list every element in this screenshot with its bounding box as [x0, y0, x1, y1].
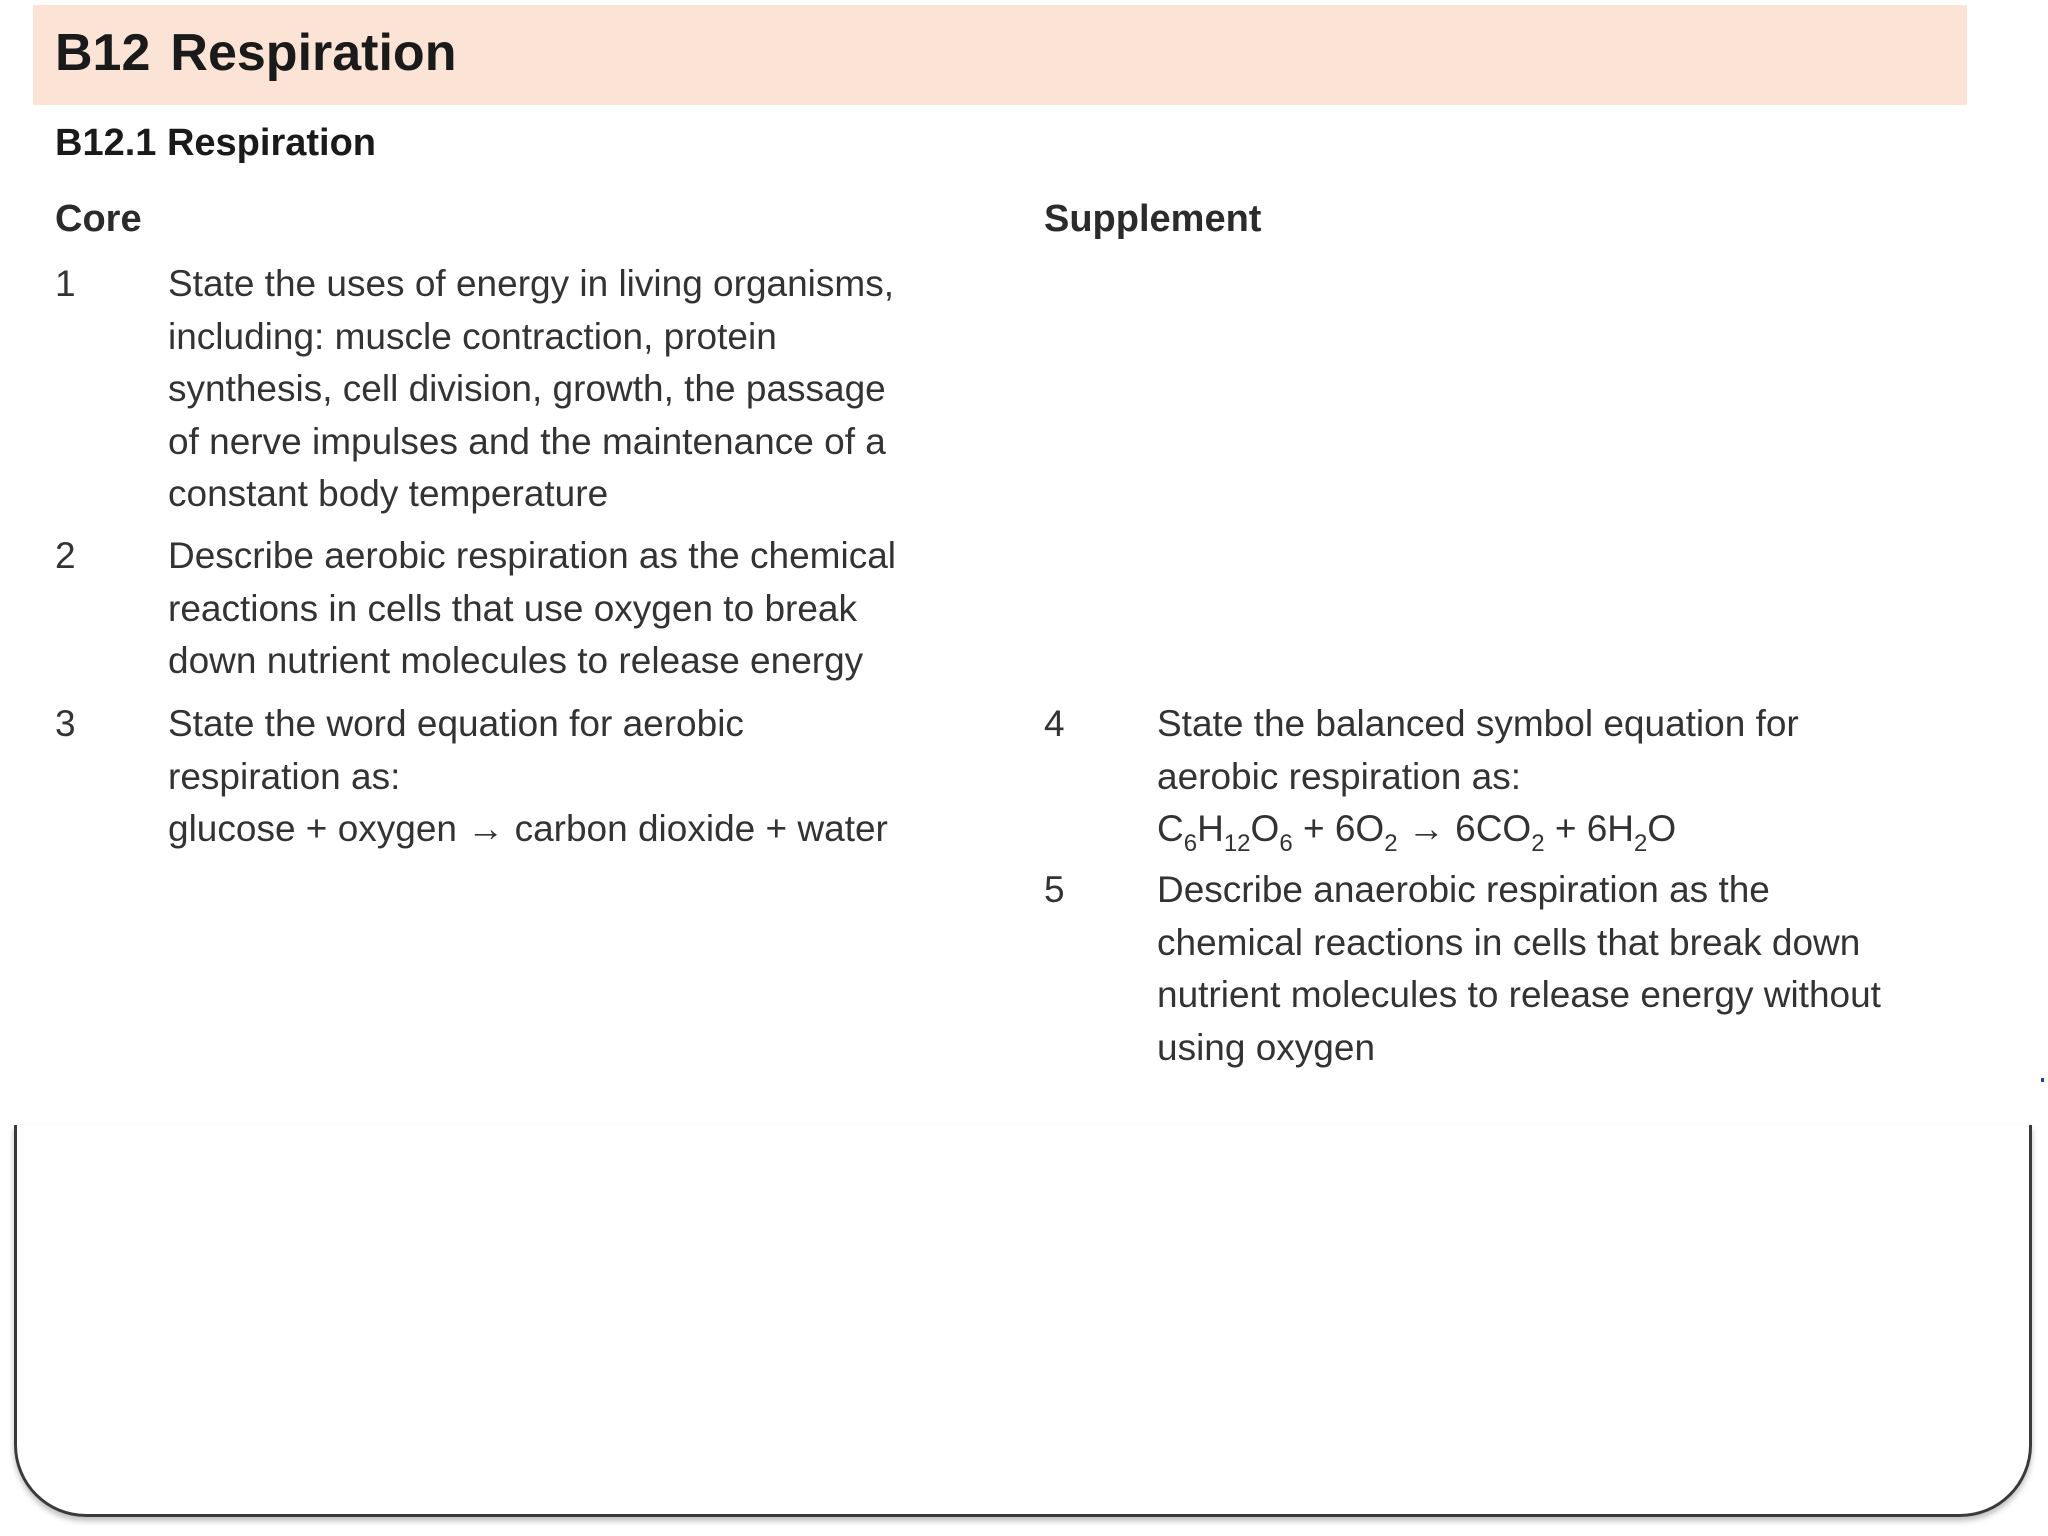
item-text	[1157, 864, 1881, 1074]
item-line: nutrient molecules to release energy without	[1157, 974, 1881, 1015]
item-number: 1	[55, 263, 76, 304]
item-text	[168, 530, 896, 688]
word-equation: glucose + oxygen → carbon dioxide + water	[168, 808, 888, 849]
arrow-icon: →	[1407, 808, 1445, 849]
item-line: Describe anaerobic respiration as the	[1157, 869, 1770, 910]
item-number: 2	[55, 535, 76, 576]
chapter-code: B12	[55, 24, 151, 82]
supplement-column-heading: Supplement	[1044, 198, 1262, 240]
item-number: 3	[55, 703, 76, 744]
item-line: State the balanced symbol equation for	[1157, 703, 1799, 744]
item-line: synthesis, cell division, growth, the passage	[168, 368, 886, 409]
item-number: 4	[1044, 703, 1065, 744]
core-column-heading: Core	[55, 198, 142, 240]
item-line: respiration as:	[168, 755, 401, 797]
item-line: Describe aerobic respiration as the chemical	[168, 535, 897, 576]
chapter-title	[55, 23, 456, 83]
item-line: State the uses of energy in living organisms,	[168, 263, 894, 304]
edge-mark	[2041, 1078, 2044, 1082]
item-text	[1157, 698, 1799, 856]
symbol-equation: $C_6H_{12}O_6 + 6O_2 \to 6CO_2 + 6H_2O$	[1157, 808, 1677, 857]
item-line: State the word equation for aerobic	[168, 703, 744, 744]
core-item	[55, 698, 955, 858]
item-line: chemical reactions in cells that break down	[1157, 921, 1861, 963]
chapter-header	[33, 5, 1967, 105]
chapter-name: Respiration	[170, 24, 457, 82]
supplement-item	[1044, 698, 1944, 858]
item-text	[168, 258, 894, 521]
item-line: constant body temperature	[168, 473, 609, 514]
item-line: using oxygen	[1157, 1026, 1376, 1068]
item-line: including: muscle contraction, protein	[168, 315, 777, 357]
item-line: reactions in cells that use oxygen to break	[168, 587, 857, 629]
section-title: B12.1 Respiration	[55, 122, 376, 164]
item-line: aerobic respiration as:	[1157, 755, 1522, 797]
core-item	[55, 530, 955, 690]
slide-frame-border	[14, 1125, 2032, 1517]
item-line: down nutrient molecules to release energy	[168, 640, 864, 681]
supplement-item	[1044, 864, 1974, 1079]
item-line: of nerve impulses and the maintenance of a	[168, 420, 886, 462]
item-number: 5	[1044, 869, 1065, 910]
core-item	[55, 258, 955, 523]
item-text	[168, 698, 888, 856]
